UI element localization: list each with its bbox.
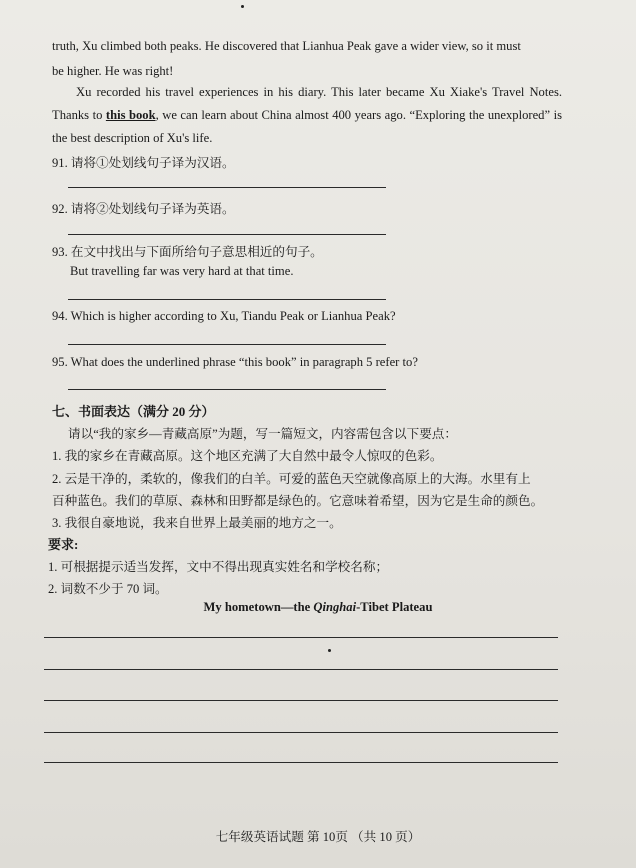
answer-line-94[interactable]: [68, 344, 386, 345]
requirement-1: 1. 可根据提示适当发挥，文中不得出现真实姓名和学校名称；: [48, 560, 389, 574]
ink-dot: [241, 5, 244, 8]
answer-line-95[interactable]: [68, 389, 386, 390]
question-94: 94. Which is higher according to Xu, Tiandu Peak or Lianhua Peak?: [52, 309, 396, 323]
question-93-sentence: But travelling far was very hard at that time.: [70, 264, 294, 278]
passage-paragraph-2: [52, 81, 562, 150]
page-footer: 七年级英语试题 第 10页 （共 10 页）: [215, 830, 421, 844]
passage-text: Xu recorded his travel experiences in his diary. This later became Xu Xiake's Travel Notes. Thanks to: [52, 85, 562, 122]
essay-title-suffix: -Tibet Plateau: [356, 600, 433, 614]
answer-line-92[interactable]: [68, 234, 386, 235]
point-3: 3. 我很自豪地说，我来自世界上最美丽的地方之一。: [52, 516, 342, 530]
requirement-2: 2. 词数不少于 70 词。: [48, 582, 168, 596]
writing-line-2[interactable]: [44, 669, 558, 670]
essay-title-italic: Qinghai: [313, 600, 357, 614]
essay-title-prefix: My hometown—the: [203, 600, 314, 614]
question-92: 92. 请将②处划线句子译为英语。: [52, 202, 235, 216]
point-2a: 2. 云是干净的，柔软的，像我们的白羊。可爱的蓝色天空就像高原上的大海。水里有上: [52, 472, 531, 486]
passage-line-2: be higher. He was right!: [52, 64, 174, 78]
requirements-label: 要求:: [48, 537, 79, 552]
question-91: 91. 请将①处划线句子译为汉语。: [52, 156, 235, 170]
passage-line-1: truth, Xu climbed both peaks. He discovered that Lianhua Peak gave a wider view, so it must: [52, 39, 521, 53]
writing-line-4[interactable]: [44, 732, 558, 733]
writing-line-5[interactable]: [44, 762, 558, 763]
question-93: 93. 在文中找出与下面所给句子意思相近的句子。: [52, 245, 323, 259]
point-2b: 百种蓝色。我们的草原、森林和田野都是绿色的。它意味着希望，因为它是生命的颜色。: [52, 494, 544, 508]
answer-line-91[interactable]: [68, 187, 386, 188]
underlined-phrase: this book: [105, 108, 156, 122]
question-95: 95. What does the underlined phrase “this book” in paragraph 5 refer to?: [52, 355, 418, 369]
section-heading: 七、书面表达（满分 20 分）: [52, 404, 215, 419]
point-1: 1. 我的家乡在青藏高原。这个地区充满了大自然中最令人惊叹的色彩。: [52, 449, 443, 463]
ink-dot: [328, 649, 331, 652]
writing-intro: 请以“我的家乡—青藏高原”为题，写一篇短文，内容需包含以下要点：: [68, 427, 457, 441]
writing-line-3[interactable]: [44, 700, 558, 701]
essay-title: [0, 600, 636, 615]
passage-text-rest: , we can learn about China almost 400 years ago. “Exploring the unexplored” is the best description of Xu's life.: [52, 108, 562, 145]
writing-line-1[interactable]: [44, 637, 558, 638]
answer-line-93[interactable]: [68, 299, 386, 300]
